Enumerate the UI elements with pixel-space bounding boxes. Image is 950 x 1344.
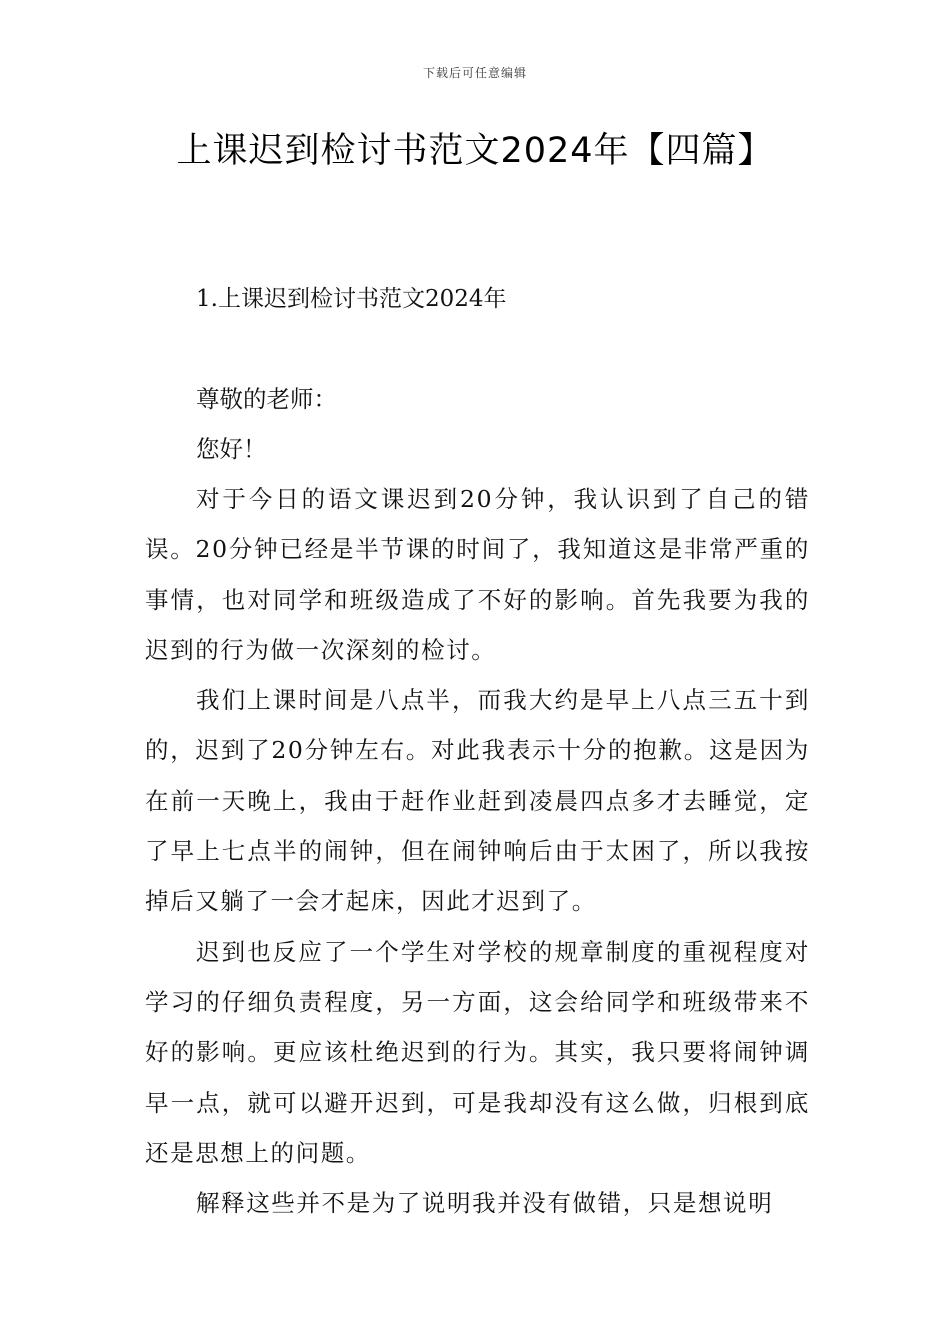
paragraph: 我们上课时间是八点半，而我大约是早上八点三五十到的，迟到了20分钟左右。对此我表示十分的抱歉。这是因为在前一天晚上，我由于赶作业赶到凌晨四点多才去睡觉，定了早上七点半的闹钟，但在闹钟响后由于太困了，所以我按掉后又躺了一会才起床，因此才迟到了。 [145,686,810,916]
salutation: 尊敬的老师： [196,385,337,413]
paragraph: 解释这些并不是为了说明我并没有做错，只是想说明 [196,1189,774,1218]
document-title: 上课迟到检讨书范文2024年【四篇】 [176,131,774,171]
letter-opening [145,374,810,475]
greeting: 您好！ [196,435,267,464]
header-note: 下载后可任意编辑 [422,66,527,80]
letter-body [145,474,810,1228]
paragraph: 对于今日的语文课迟到20分钟，我认识到了自己的错误。20分钟已经是半节课的时间了，我知道这是非常严重的事情，也对同学和班级造成了不好的影响。首先我要为我的迟到的行为做一次深刻的检讨。 [145,485,810,664]
paragraph: 迟到也反应了一个学生对学校的规章制度的重视程度对学习的仔细负责程度，另一方面，这会给同学和班级带来不好的影响。更应该杜绝迟到的行为。其实，我只要将闹钟调早一点，就可以避开迟到，可是我却没有这么做，归根到底还是思想上的问题。 [145,937,810,1167]
section-heading: 1.上课迟到检讨书范文2024年 [196,286,507,312]
